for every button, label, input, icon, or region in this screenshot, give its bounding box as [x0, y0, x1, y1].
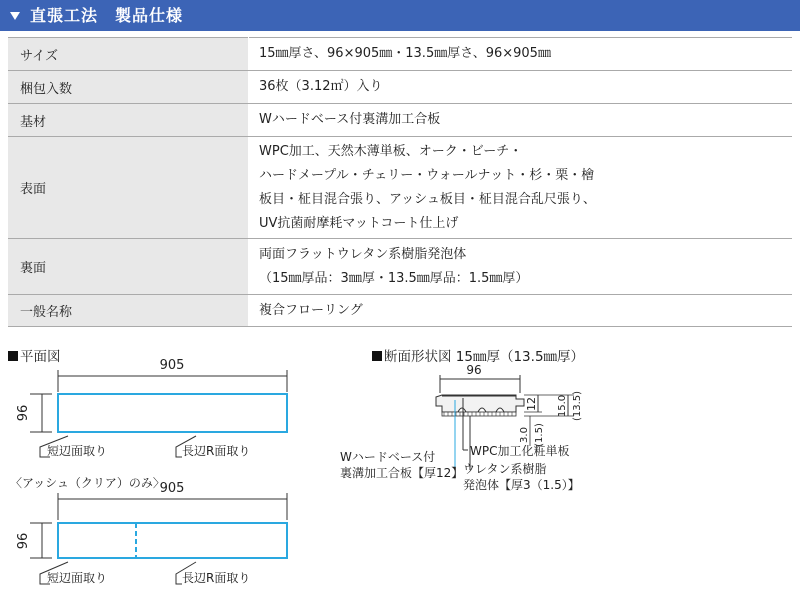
- spec-value: UV抗菌耐摩耗マットコート仕上げ: [259, 215, 459, 231]
- base-label: 裏溝加工合板【厚12】: [340, 466, 464, 480]
- section-view-title: 断面形状図 15㎜厚（13.5㎜厚）: [384, 349, 585, 365]
- spec-key: 基材: [8, 104, 249, 137]
- width-label: 96: [16, 404, 31, 422]
- dimension-foam-alt-label: (1.5): [534, 423, 545, 447]
- spec-value: 複合フローリング: [259, 302, 363, 318]
- board-outline: [58, 394, 287, 432]
- dimension-total-label: 15.0: [557, 394, 568, 418]
- dimension-12-label: 12: [525, 397, 538, 411]
- length-label: 905: [159, 358, 185, 373]
- plan-view-2: [16, 481, 287, 585]
- foam-layer: [442, 412, 516, 416]
- ash-note: 〈アッシュ（クリア）のみ〉: [10, 476, 165, 490]
- plan-view-title: 平面図: [20, 349, 61, 365]
- spec-key: 一般名称: [8, 295, 249, 327]
- foam-label: 発泡体【厚3（1.5）】: [463, 478, 580, 492]
- short-edge-label: 短辺面取り: [47, 571, 108, 585]
- spec-value: 36枚（3.12㎡）入り: [259, 79, 383, 94]
- board-outline: [58, 523, 287, 558]
- short-edge-label: 短辺面取り: [47, 444, 108, 458]
- length-label: 905: [159, 481, 185, 496]
- spec-key: 裏面: [8, 239, 249, 295]
- cross-section: [340, 363, 583, 492]
- foam-label: ウレタン系樹脂: [463, 462, 547, 476]
- spec-value: ハードメープル・チェリー・ウォールナット・杉・栗・檜: [259, 167, 595, 183]
- spec-key: 梱包入数: [8, 71, 249, 104]
- dimension-total-alt-label: (13.5): [572, 390, 583, 422]
- spec-value: 両面フラットウレタン系樹脂発泡体: [259, 246, 467, 262]
- section-title: 直張工法 製品仕様: [30, 6, 184, 25]
- long-edge-label: 長辺R面取り: [182, 571, 251, 585]
- dimension-foam-label: 3.0: [519, 427, 530, 443]
- spec-key: サイズ: [8, 38, 249, 71]
- long-edge-label: 長辺R面取り: [182, 444, 251, 458]
- spec-value: （15㎜厚品：3㎜厚・13.5㎜厚品：1.5㎜厚）: [259, 270, 529, 286]
- spec-value: WPC加工、天然木薄単板、オーク・ビーチ・: [259, 143, 523, 159]
- width-label: 96: [16, 532, 31, 550]
- spec-value: 板目・柾目混合張り、アッシュ板目・柾目混合乱尺張り、: [259, 191, 596, 207]
- section-width-label: 96: [466, 363, 482, 377]
- spec-value: 15㎜厚さ、96×905㎜・13.5㎜厚さ、96×905㎜: [259, 46, 551, 61]
- spec-value: Wハードベース付裏溝加工合板: [259, 112, 441, 127]
- spec-key: 表面: [8, 137, 249, 239]
- base-label: Wハードベース付: [340, 450, 436, 464]
- veneer-label: WPC加工化粧単板: [470, 444, 570, 458]
- plan-view-1: [16, 358, 287, 458]
